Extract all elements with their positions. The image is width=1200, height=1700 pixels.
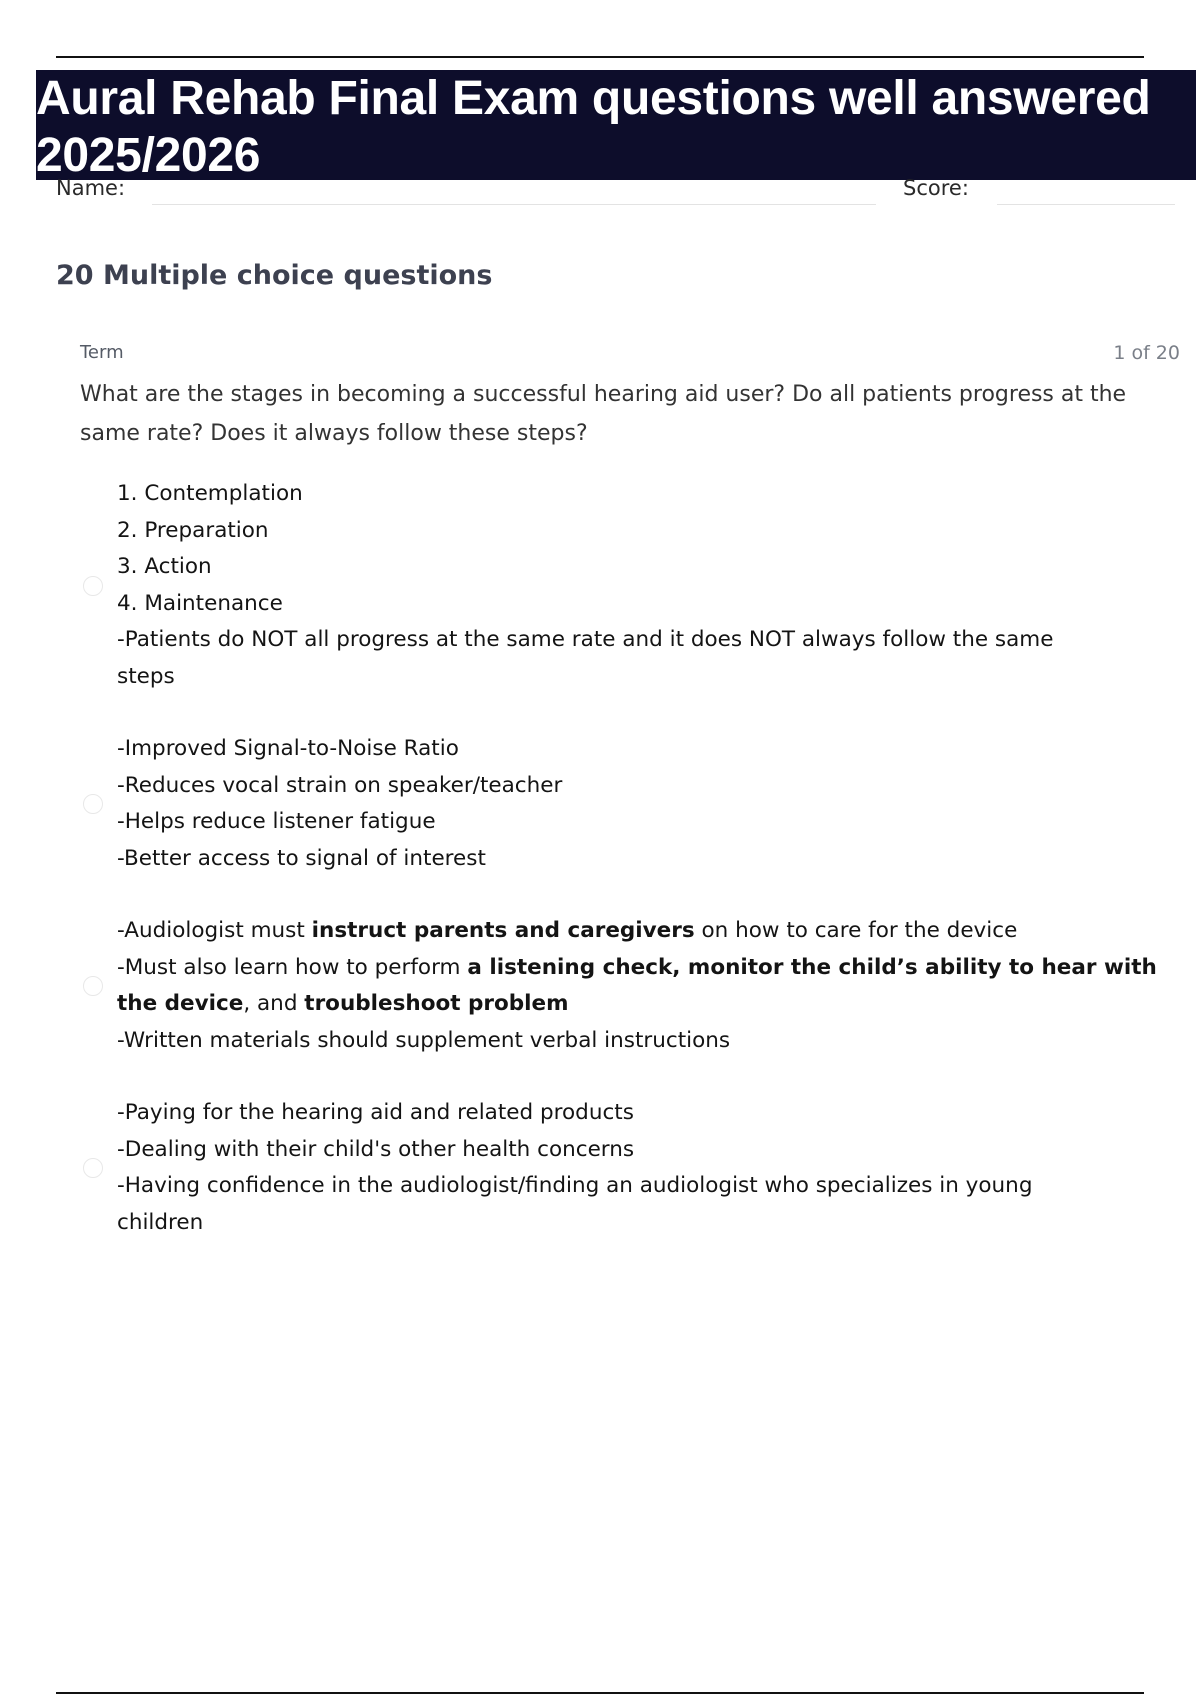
name-score-row [56, 176, 1176, 208]
bottom-rule [56, 1692, 1144, 1694]
page-title: Aural Rehab Final Exam questions well answered 2025/2026 [36, 72, 1151, 182]
answer-option-3[interactable] [80, 913, 1160, 1059]
option-line: -Paying for the hearing aid and related products [117, 1100, 634, 1125]
option-line: 2. Preparation [117, 517, 269, 543]
option-line: 4. Maintenance [117, 590, 283, 616]
option-line [117, 950, 1157, 987]
radio-option-2[interactable] [83, 794, 103, 814]
option-text: on how to care for the device [694, 918, 1018, 943]
score-label: Score: [903, 176, 969, 200]
option-line [117, 986, 1157, 1023]
option-text-bold: troubleshoot problem [304, 991, 569, 1016]
option-4-text [117, 1095, 1157, 1236]
radio-option-3[interactable] [83, 976, 103, 996]
option-line: 3. Action [117, 554, 212, 579]
question-text: What are the stages in becoming a successful hearing aid user? Do all patients progress at the same rate? Does it always follow these steps? [80, 382, 1127, 446]
answer-options [80, 476, 1160, 1236]
option-line: -Having confidence in the audiologist/finding an audiologist who specializes in young [117, 1173, 1033, 1198]
option-line: -Improved Signal-to-Noise Ratio [117, 736, 459, 761]
option-line: steps [117, 663, 175, 689]
answer-option-4[interactable] [80, 1095, 1160, 1236]
option-text-bold: the device [117, 991, 244, 1016]
option-3-text [117, 913, 1157, 1059]
option-text: , and [243, 991, 305, 1016]
option-line: -Better access to signal of interest [117, 845, 486, 871]
radio-option-4[interactable] [83, 1158, 103, 1178]
answer-option-1[interactable] [80, 476, 1160, 695]
option-text-bold: instruct parents and caregivers [311, 918, 695, 943]
option-line: -Helps reduce listener fatigue [117, 809, 436, 834]
top-rule [56, 56, 1144, 58]
name-label: Name: [56, 176, 126, 200]
score-field[interactable] [997, 204, 1175, 205]
radio-option-1[interactable] [83, 576, 103, 596]
option-line: -Patients do NOT all progress at the same rate and it does NOT always follow the same [117, 627, 1054, 652]
option-text-bold: a listening check, monitor the child’s ability to hear with [467, 954, 1157, 980]
option-text: -Audiologist must [117, 918, 312, 943]
option-2-text [117, 731, 1157, 877]
option-line: -Written materials should supplement verbal instructions [117, 1027, 731, 1053]
question-counter: 1 of 20 [1113, 342, 1180, 364]
answer-option-2[interactable] [80, 731, 1160, 877]
option-text: -Must also learn how to perform [117, 954, 468, 980]
option-1-text [117, 476, 1157, 695]
option-line: -Reduces vocal strain on speaker/teacher [117, 772, 563, 798]
option-line [117, 913, 1157, 950]
section-heading: 20 Multiple choice questions [56, 260, 493, 291]
option-line: -Dealing with their child's other health concerns [117, 1136, 635, 1162]
name-field[interactable] [152, 204, 876, 205]
option-line: children [117, 1209, 204, 1235]
term-label: Term [80, 342, 124, 363]
option-line: 1. Contemplation [117, 481, 303, 506]
